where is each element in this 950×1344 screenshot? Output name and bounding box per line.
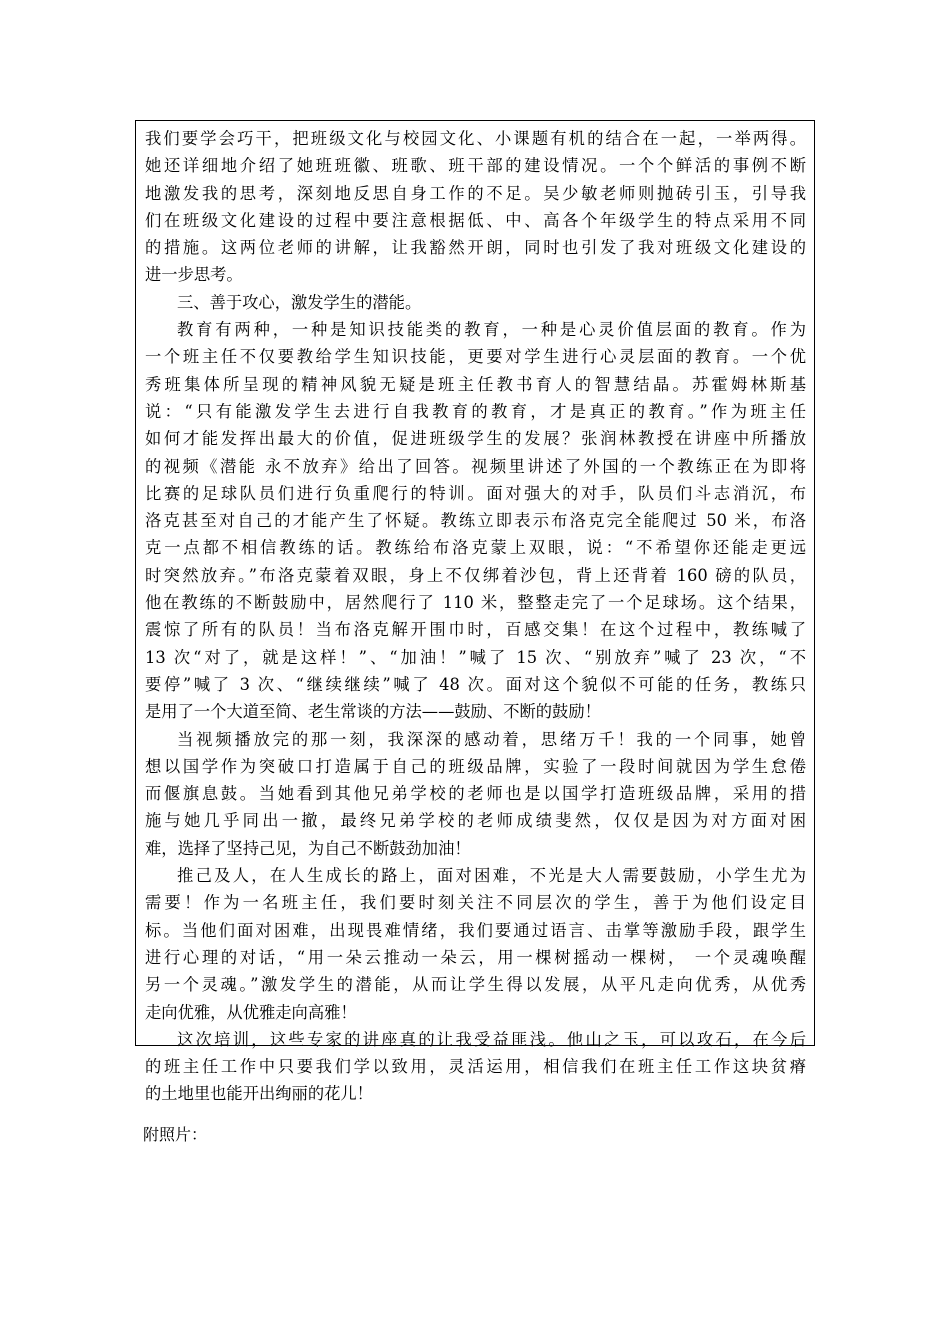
paragraph-line: 的班主任工作中只要我们学以致用，灵活运用，相信我们在班主任工作这块贫瘠 [145, 1057, 806, 1077]
document-body-box [135, 120, 815, 1104]
paragraph-line: 震惊了所有的队员！当布洛克解开围巾时，百感交集！在这个过程中，教练喊了 [145, 620, 806, 640]
paragraph-line: 教育有两种，一种是知识技能类的教育，一种是心灵价值层面的教育。作为 [177, 320, 806, 340]
paragraph-line: 的土地里也能开出绚丽的花儿！ [145, 1084, 373, 1104]
paragraph-line: 进行心理的对话，“用一朵云推动一朵云，用一棵树摇动一棵树， 一个灵魂唤醒 [145, 947, 806, 967]
paragraph-line: 难，选择了坚持己见，为自己不断鼓劲加油！ [145, 838, 471, 858]
paragraph-line: 如何才能发挥出最大的价值，促进班级学生的发展？张润林教授在讲座中所播放 [145, 429, 806, 449]
paragraph-line: 地激发我的思考，深刻地反思自身工作的不足。吴少敏老师则抛砖引玉，引导我 [145, 183, 806, 203]
paragraph-line: 走向优雅，从优雅走向高雅！ [145, 1002, 357, 1022]
paragraph-line: 时突然放弃。”布洛克蒙着双眼，身上不仅绑着沙包，背上还背着 160 磅的队员， [145, 565, 806, 585]
paragraph-line: 想以国学作为突破口打造属于自己的班级品牌，实验了一段时间就因为学生怠倦 [145, 756, 806, 776]
paragraph-line: 一个班主任不仅要教给学生知识技能，更要对学生进行心灵层面的教育。一个优 [145, 347, 806, 367]
paragraph-line: 这次培训，这些专家的讲座真的让我受益匪浅。他山之玉，可以攻石，在今后 [177, 1029, 806, 1049]
paragraph-line: 推己及人，在人生成长的路上，面对困难，不光是大人需要鼓励，小学生尤为 [177, 866, 806, 886]
paragraph-line: 要停”喊了 3 次、“继续继续”喊了 48 次。面对这个貌似不可能的任务，教练只 [145, 674, 806, 694]
paragraph-line: 的措施。这两位老师的讲解，让我豁然开朗，同时也引发了我对班级文化建设的 [145, 238, 806, 258]
paragraph-line: 洛克甚至对自己的才能产生了怀疑。教练立即表示布洛克完全能爬过 50 米，布洛 [145, 511, 806, 531]
paragraph-line: 施与她几乎同出一撤，最终兄弟学校的老师成绩斐然，仅仅是因为对方面对困 [145, 811, 806, 831]
paragraph-line: 另一个灵魂。”激发学生的潜能，从而让学生得以发展，从平凡走向优秀，从优秀 [145, 975, 806, 995]
paragraph-line: 三、善于攻心，激发学生的潜能。 [177, 292, 422, 312]
paragraph-line: 标。当他们面对困难，出现畏难情绪，我们要通过语言、击掌等激励手段，跟学生 [145, 920, 806, 940]
paragraph-line: 是用了一个大道至简、老生常谈的方法——鼓励、不断的鼓励！ [145, 702, 601, 722]
paragraph-line: 当视频播放完的那一刻，我深深的感动着，思绪万千！我的一个同事，她曾 [177, 729, 806, 749]
paragraph-line: 说：“只有能激发学生去进行自我教育的教育，才是真正的教育。”作为班主任 [145, 401, 806, 421]
paragraph-line: 她还详细地介绍了她班班徽、班歌、班干部的建设情况。一个个鲜活的事例不断 [145, 156, 806, 176]
paragraph-line: 克一点都不相信教练的话。教练给布洛克蒙上双眼，说：“不希望你还能走更远 [145, 538, 806, 558]
paragraph-line: 13 次“对了，就是这样！”、“加油！”喊了 15 次、“别放弃”喊了 23 次，“不 [145, 647, 806, 667]
paragraph-line: 我们要学会巧干，把班级文化与校园文化、小课题有机的结合在一起，一举两得。 [145, 129, 806, 148]
paragraph-line: 需要！作为一名班主任，我们要时刻关注不同层次的学生，善于为他们设定目 [145, 893, 806, 913]
paragraph-line: 比赛的足球队员们进行负重爬行的特训。面对强大的对手，队员们斗志消沉，布 [145, 483, 806, 503]
paragraph-line: 们在班级文化建设的过程中要注意根据低、中、高各个年级学生的特点采用不同 [145, 210, 806, 230]
paragraph-line: 秀班集体所呈现的精神风貌无疑是班主任教书育人的智慧结晶。苏霍姆林斯基 [145, 374, 806, 394]
document-text [145, 125, 806, 1108]
paragraph-line: 进一步思考。 [145, 265, 243, 285]
paragraph-line: 的视频《潜能 永不放弃》给出了回答。视频里讲述了外国的一个教练正在为即将 [145, 456, 806, 476]
paragraph-line: 他在教练的不断鼓励中，居然爬行了 110 米，整整走完了一个足球场。这个结果， [145, 593, 806, 613]
paragraph-line: 而偃旗息鼓。当她看到其他兄弟学校的老师也是以国学打造班级品牌，采用的措 [145, 784, 806, 804]
attachment-label: 附照片： [143, 1125, 208, 1144]
